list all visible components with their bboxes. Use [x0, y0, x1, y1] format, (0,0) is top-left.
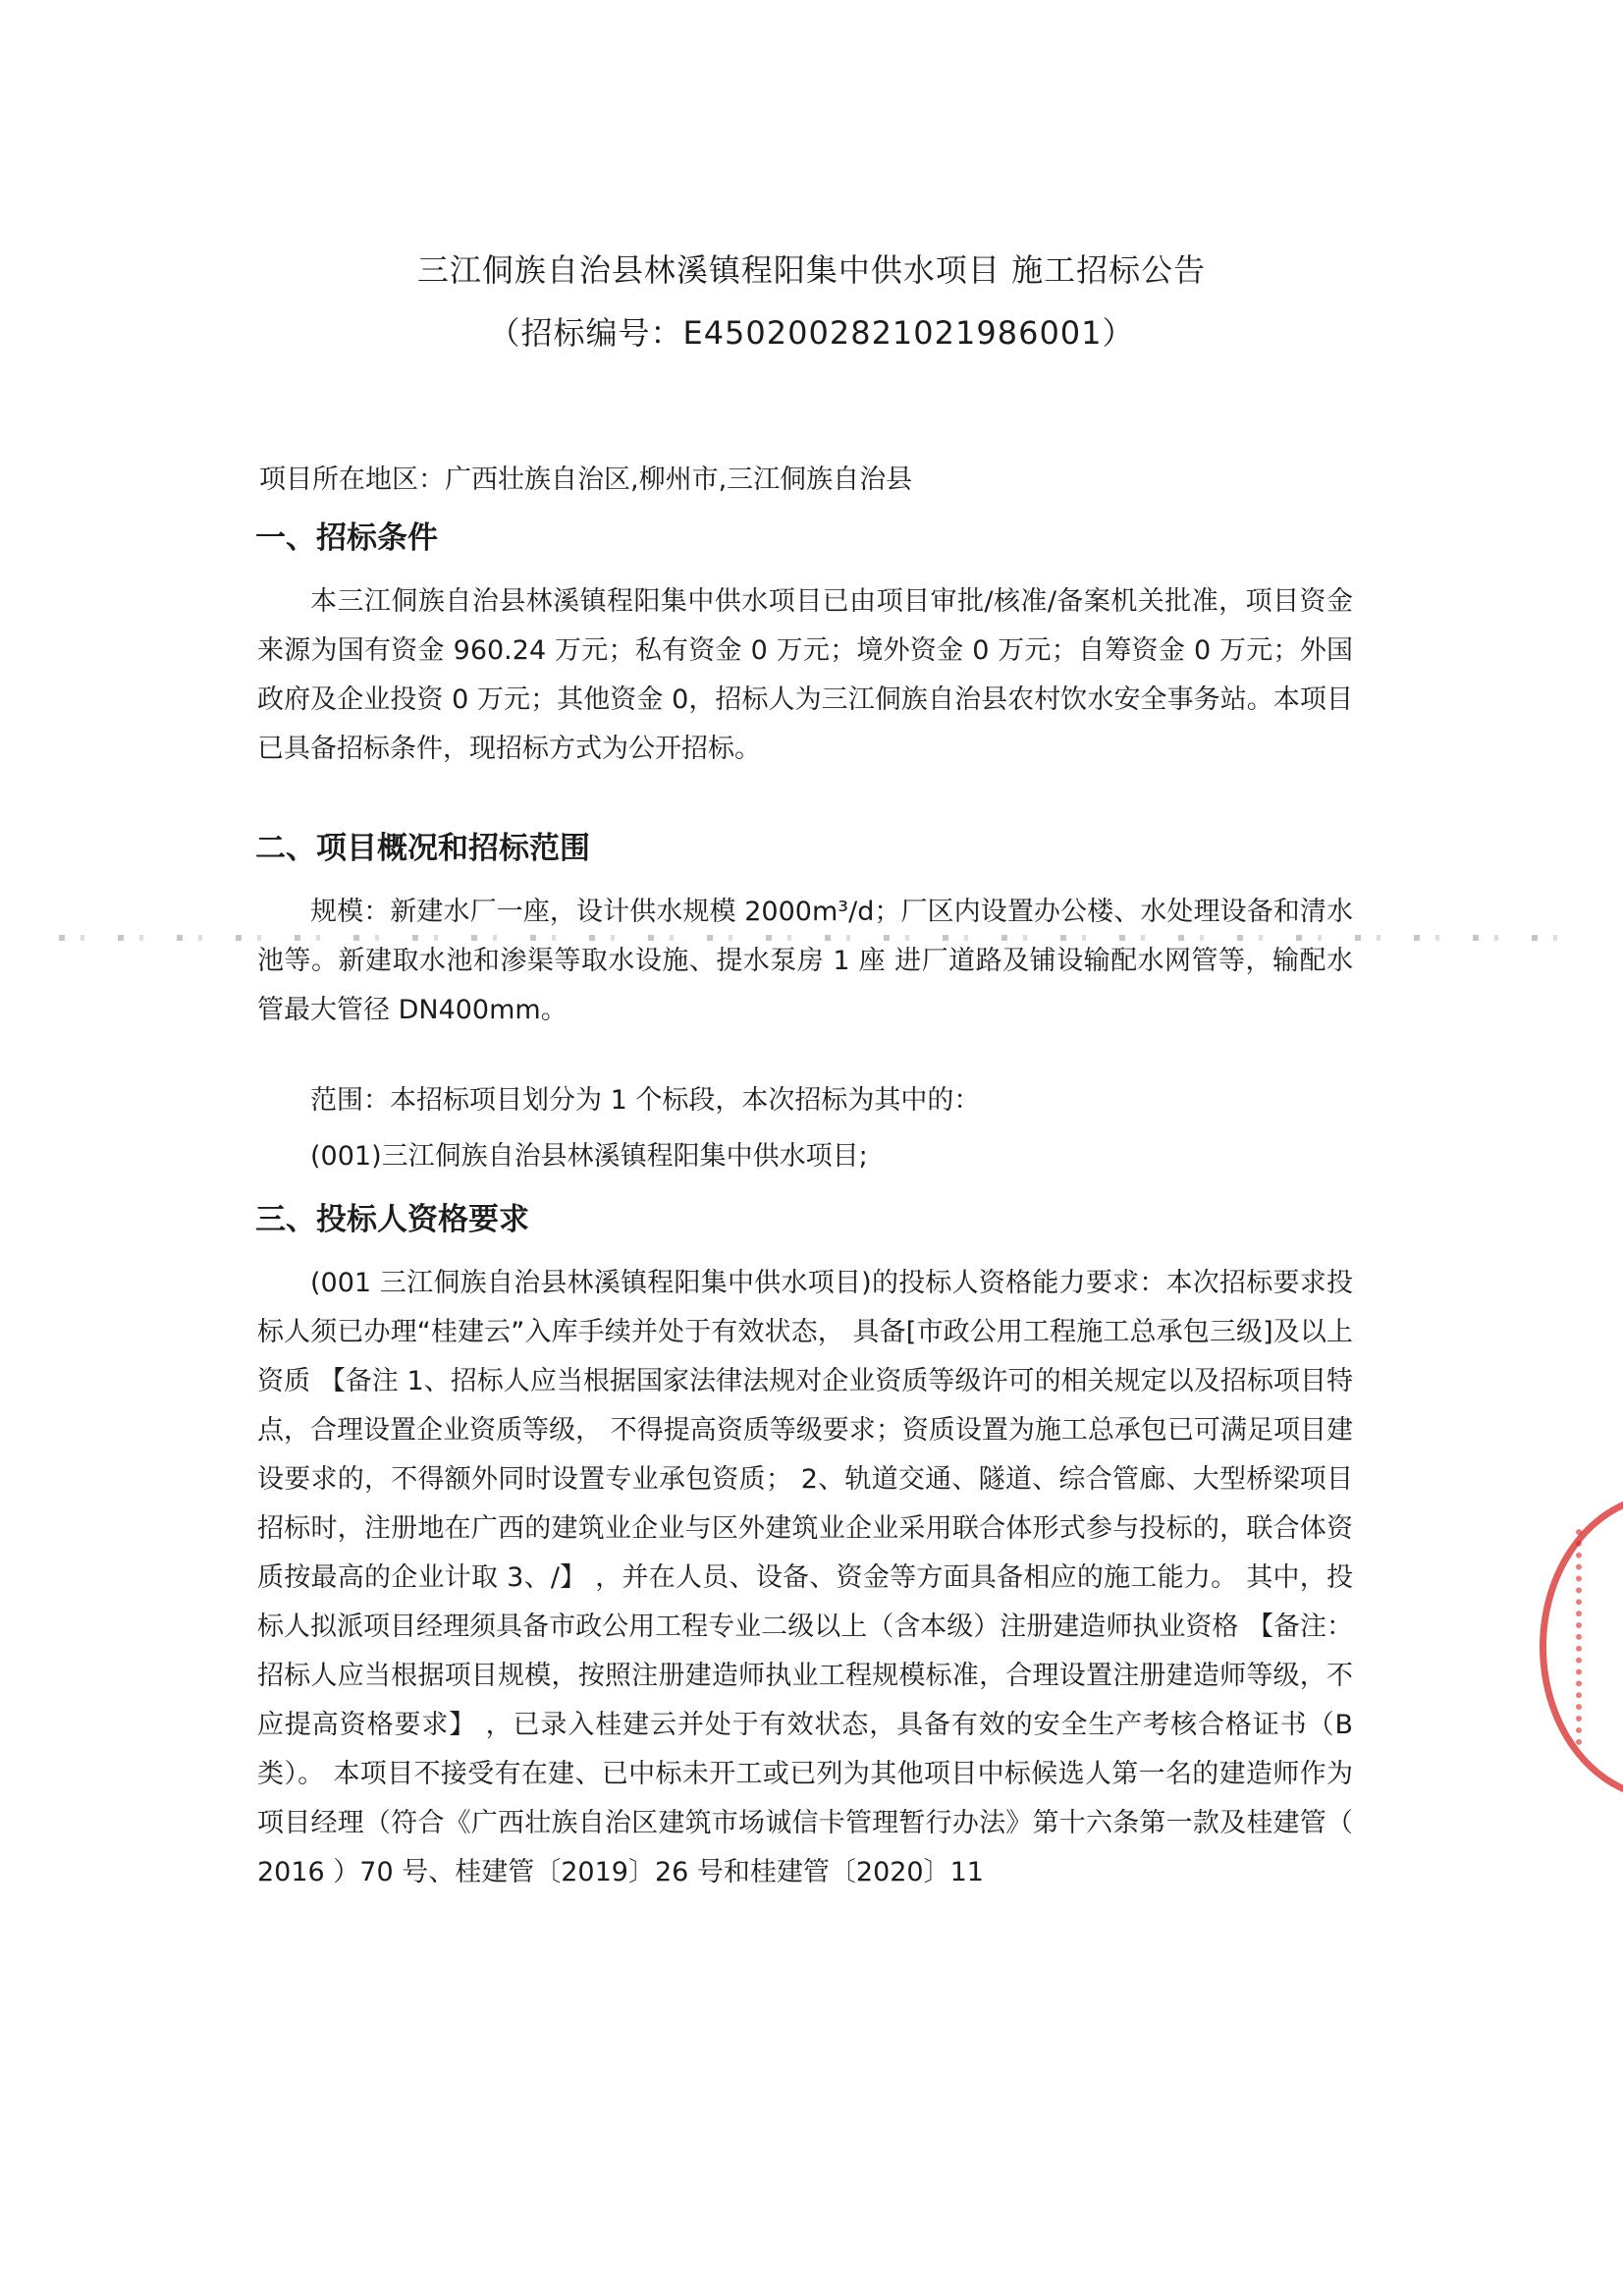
tender-number: （招标编号：E4502002821021986001）	[488, 314, 1135, 352]
section-heading-tender-conditions: 一、招标条件	[255, 520, 438, 556]
tender-lot-line: (001)三江侗族自治县林溪镇程阳集中供水项目;	[310, 1141, 868, 1172]
bidder-qualification-paragraph: (001 三江侗族自治县林溪镇程阳集中供水项目)的投标人资格能力要求：本次招标要求投标人须已办理“桂建云”入库手续并处于有效状态， 具备[市政公用工程施工总承包三级]及以上资质 【备注 1、招标人应当根据国家法律法规对企业资质等级许可的相关规定以及招标项目特点，合理设置企业资质等级， 不得提高资质等级要求；资质设置为施工总承包已可满足项目建设要求的，不得额外同时设置专业承包资质； 2、轨道交通、隧道、综合管廊、大型桥梁项目招标时，注册地在广西的建筑业企业与区外建筑业企业采用联合体形式参与投标的，联合体资质按最高的企业计取 3、/】 ，并在人员、设备、资金等方面具备相应的施工能力。 其中，投标人拟派项目经理须具备市政公用工程专业二级以上（含本级）注册建造师执业资格 【备注：招标人应当根据项目规模，按照注册建造师执业工程规模标准，合理设置注册建造师等级，不应提高资格要求】 ，已录入桂建云并处于有效状态，具备有效的安全生产考核合格证书（B 类）。 本项目不接受有在建、已中标未开工或已列为其他项目中标候选人第一名的建造师作为项目经理（符合《广西壮族自治区建筑市场诚信卡管理暂行办法》第十六条第一款及桂建管（ 2016 ）70 号、桂建管〔2019〕26 号和桂建管〔2020〕11	[257, 1268, 1353, 1887]
document-title: 三江侗族自治县林溪镇程阳集中供水项目 施工招标公告	[416, 251, 1207, 289]
project-location: 项目所在地区：广西壮族自治区,柳州市,三江侗族自治县	[259, 465, 913, 495]
tender-scope-paragraph: 范围：本招标项目划分为 1 个标段，本次招标为其中的：	[310, 1085, 981, 1116]
seal-inner-ring	[1576, 1529, 1623, 1745]
section-heading-bidder-qualification: 三、投标人资格要求	[255, 1202, 529, 1237]
tender-conditions-paragraph: 本三江侗族自治县林溪镇程阳集中供水项目已由项目审批/核准/备案机关批准，项目资金来源为国有资金 960.24 万元；私有资金 0 万元；境外资金 0 万元；自筹资金 0 万元；外国政府及企业投资 0 万元；其他资金 0，招标人为三江侗族自治县农村饮水安全事务站。本项目已具备招标条件，现招标方式为公开招标。	[257, 586, 1353, 764]
section-heading-project-overview: 二、项目概况和招标范围	[255, 831, 590, 866]
project-scale-paragraph: 规模：新建水厂一座，设计供水规模 2000m³/d；厂区内设置办公楼、水处理设备和清水池等。新建取水池和渗渠等取水设施、提水泵房 1 座 进厂道路及铺设输配水网管等，输配水管最大管径 DN400mm。	[257, 897, 1353, 1025]
scan-artifact	[59, 935, 1571, 941]
official-seal-stamp	[1540, 1493, 1623, 1801]
